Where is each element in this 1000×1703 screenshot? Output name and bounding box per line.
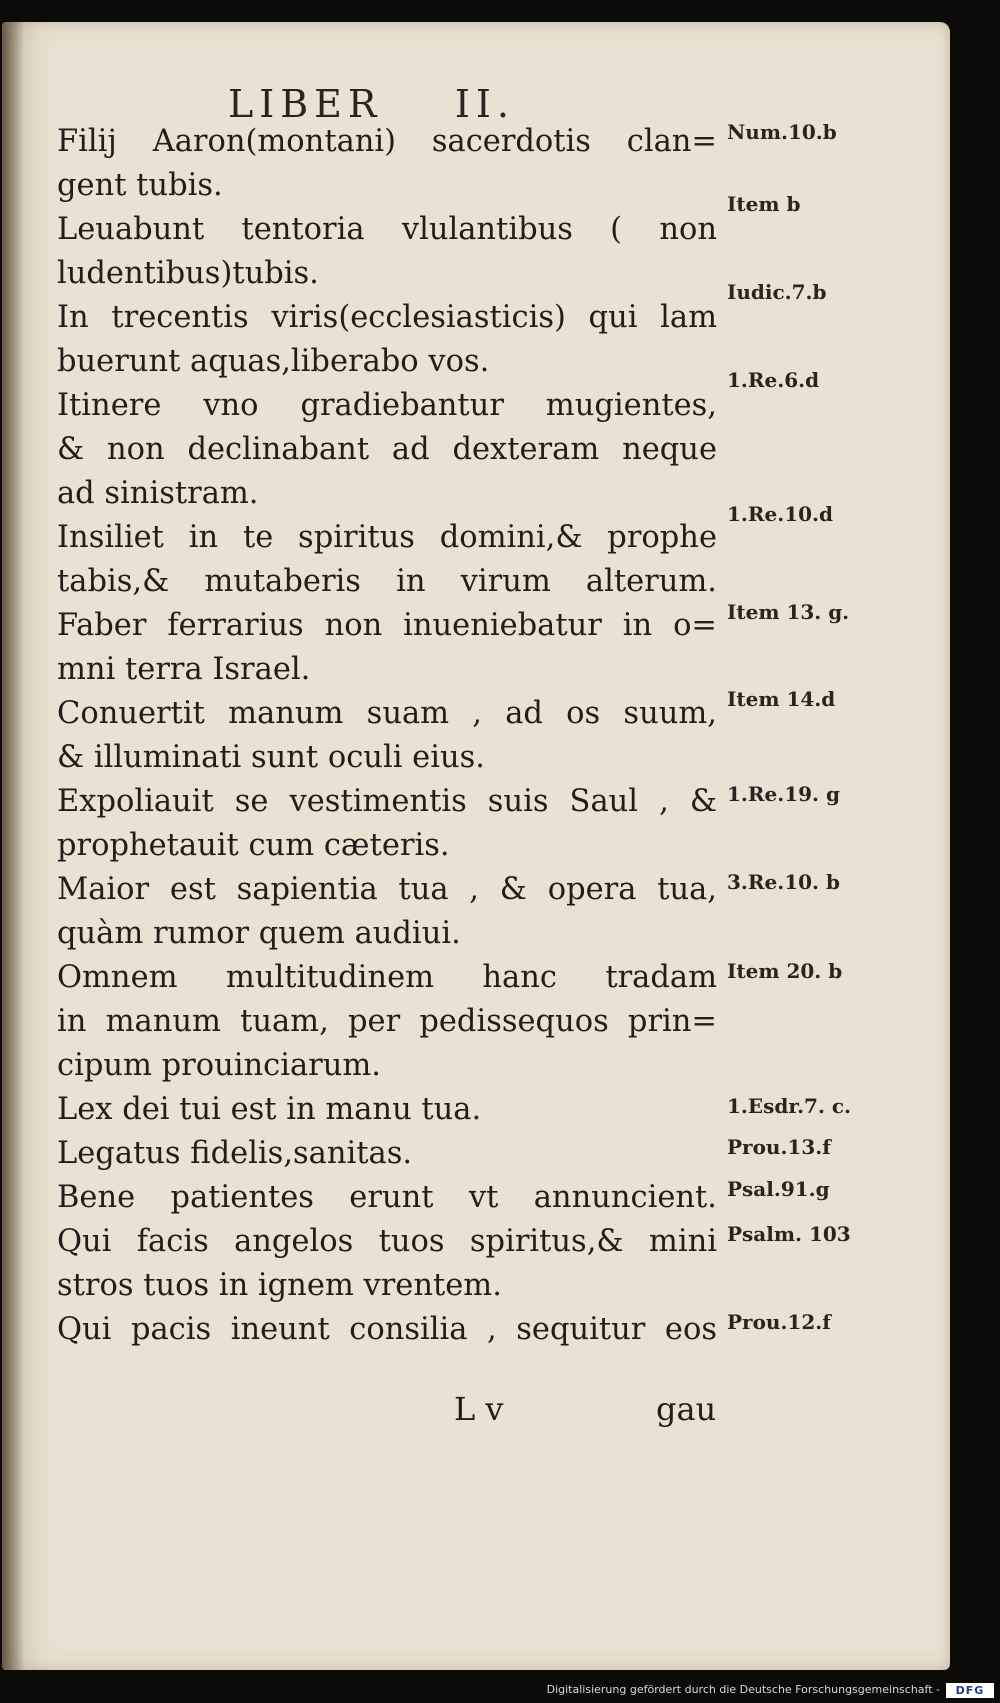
margin-note: Item 14.d — [727, 687, 836, 711]
margin-note: Psalm. 103 — [727, 1222, 851, 1246]
margin-note: Item 13. g. — [727, 600, 850, 624]
text-line: Expoliauit se vestimentis suis Saul , & — [57, 784, 717, 819]
running-head: LIBER II. — [228, 82, 515, 126]
text-line: gent tubis. — [57, 168, 223, 203]
text-line: prophetauit cum cæteris. — [57, 828, 450, 863]
text-line: In trecentis viris(ecclesiasticis) qui lam — [57, 300, 717, 335]
margin-note: 1.Re.6.d — [727, 368, 820, 392]
text-line: & illuminati sunt oculi eius. — [57, 740, 485, 775]
text-line: Qui facis angelos tuos spiritus,& mini — [57, 1224, 717, 1259]
text-line: Leuabunt tentoria vlulantibus ( non — [57, 212, 717, 247]
text-line: cipum prouinciarum. — [57, 1048, 381, 1083]
text-line: Filij Aaron(montani) sacerdotis clan= — [57, 124, 717, 159]
margin-note: Num.10.b — [727, 120, 837, 144]
margin-note: Iudic.7.b — [727, 280, 827, 304]
margin-note: 1.Re.10.d — [727, 502, 833, 526]
text-line: stros tuos in ignem vrentem. — [57, 1268, 502, 1303]
margin-note: 1.Esdr.7. c. — [727, 1094, 852, 1118]
text-line: Qui pacis ineunt consilia , sequitur eos — [57, 1312, 717, 1347]
margin-note: Psal.91.g — [727, 1177, 830, 1201]
dfg-logo: DFG — [946, 1683, 994, 1698]
text-line: ludentibus)tubis. — [57, 256, 319, 291]
book-page — [2, 22, 950, 1670]
margin-note: Prou.12.f — [727, 1310, 831, 1334]
text-line: in manum tuam, per pedissequos prin= — [57, 1004, 717, 1039]
text-line: quàm rumor quem audiui. — [57, 916, 461, 951]
text-line: tabis,& mutaberis in virum alterum. — [57, 564, 717, 599]
margin-note: Item 20. b — [727, 959, 843, 983]
signature-mark: L v — [454, 1390, 504, 1428]
text-line: Lex dei tui est in manu tua. — [57, 1092, 482, 1127]
catchword: gau — [656, 1390, 717, 1428]
text-line: buerunt aquas,liberabo vos. — [57, 344, 490, 379]
digitization-credit: Digitalisierung gefördert durch die Deutsche Forschungsgemeinschaft - — [546, 1683, 940, 1696]
text-line: Itinere vno gradiebantur mugientes, — [57, 388, 717, 423]
margin-note: Item b — [727, 192, 801, 216]
margin-note: 1.Re.19. g — [727, 782, 840, 806]
text-line: ad sinistram. — [57, 476, 259, 511]
text-line: Faber ferrarius non inueniebatur in o= — [57, 608, 717, 643]
text-line: Conuertit manum suam , ad os suum, — [57, 696, 717, 731]
text-line: Maior est sapientia tua , & opera tua, — [57, 872, 717, 907]
text-line: Bene patientes erunt vt annuncient. — [57, 1180, 717, 1215]
text-line: & non declinabant ad dexteram neque — [57, 432, 717, 467]
text-line: Insiliet in te spiritus domini,& prophe — [57, 520, 717, 555]
margin-note: 3.Re.10. b — [727, 870, 840, 894]
margin-note: Prou.13.f — [727, 1135, 831, 1159]
text-line: Legatus fidelis,sanitas. — [57, 1136, 413, 1171]
text-line: mni terra Israel. — [57, 652, 311, 687]
text-line: Omnem multitudinem hanc tradam — [57, 960, 717, 995]
